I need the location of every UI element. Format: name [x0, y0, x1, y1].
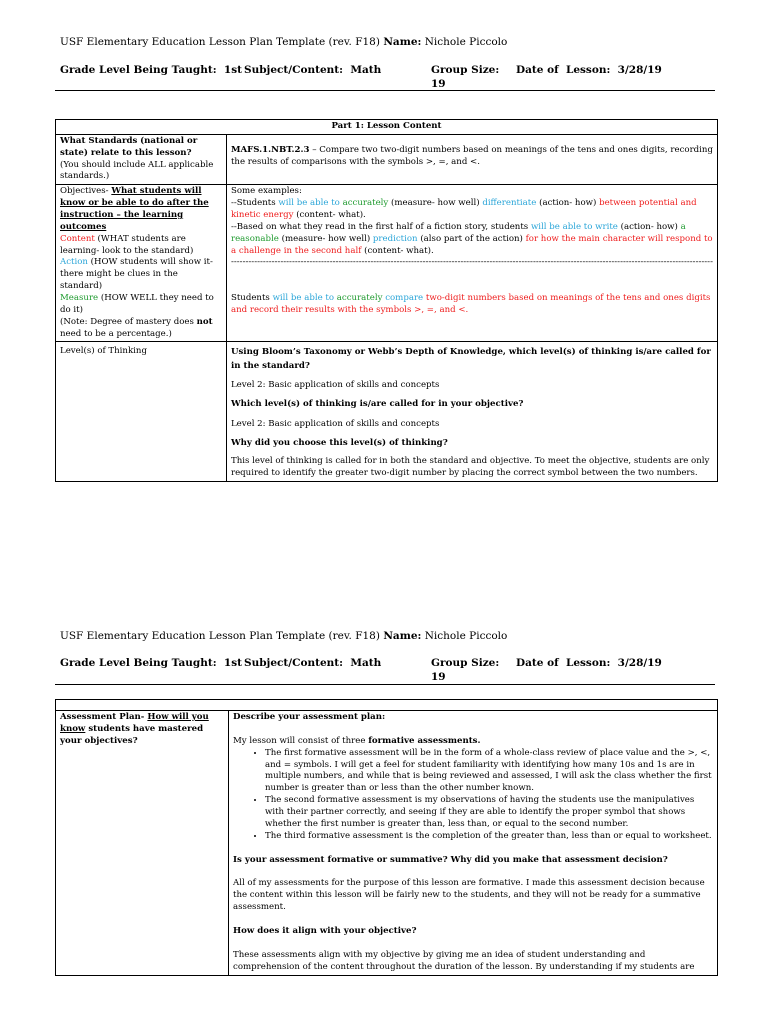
measure-word: Measure: [60, 293, 99, 304]
blank-title-row: [56, 700, 718, 711]
action-desc: (HOW students will show it- there might be clues in the standard): [60, 257, 213, 292]
obj-a: Students: [230, 293, 273, 304]
ex1-b: will be able to: [278, 198, 340, 209]
grade-field: [60, 64, 242, 76]
list-item: • The third formative assessment is the completion of the greater than, less than or equal to worksheet.: [265, 831, 713, 843]
ex2-f: prediction: [372, 233, 418, 244]
objectives-description: What students will know or be able to do after the instruction – the learning outcomes: [60, 186, 209, 232]
standards-label-cell: [56, 134, 227, 184]
date-label-2: Lesson:: [565, 657, 611, 669]
assessment-question-1: Describe your assessment plan:: [233, 712, 386, 722]
name-value: Nichole Piccolo: [424, 630, 508, 642]
assessment-row: [56, 711, 718, 976]
standards-label-rest: (national or state) relate to this lesson?: [60, 135, 198, 158]
list-item: • The second formative assessment is my observations of having the students use the manipulatives with their partner correctly, and seeing if they are able to identify the proper symbol that shows whether the first number is greater than, less than, or equal to the second number.: [265, 795, 713, 831]
group-size-label: Group Size:: [431, 64, 500, 76]
blank-title-cell: [56, 700, 718, 711]
group-size-value: 19: [431, 78, 446, 90]
note-text: (Note: Degree of mastery does: [60, 316, 197, 327]
assessment-table: [55, 699, 718, 976]
note-text-end: need to be a percentage.): [60, 328, 172, 339]
subject-label: Subject/Content:: [244, 64, 344, 76]
template-header: [60, 36, 507, 48]
levels-question-2: Which level(s) of thinking is/are called for in your objective?: [230, 399, 524, 410]
separator-line: ----------------------------------------------------------------------------------------------------------------------------------------------------------------------: [230, 257, 713, 268]
subject-field: [244, 657, 381, 669]
name-value: Nichole Piccolo: [424, 36, 508, 48]
ex1-d: accurately: [342, 198, 389, 209]
ex2-h: for how the main character will respond to a challenge in the second half: [230, 233, 713, 256]
table-title-row: [56, 120, 718, 135]
group-size-label: Group Size:: [431, 657, 500, 669]
levels-content-cell: [226, 342, 717, 482]
assessment-label: Assessment Plan-: [60, 712, 148, 722]
subject-label: Subject/Content:: [244, 657, 344, 669]
assessment-question-3: How does it align with your objective?: [233, 926, 417, 937]
obj-d: accurately: [336, 293, 383, 304]
obj-f: compare: [385, 293, 424, 304]
ex1-g: (action- how): [536, 198, 600, 209]
ex1-a: --Students: [230, 198, 279, 209]
lesson-objective: [231, 293, 713, 317]
content-desc: (WHAT students are learning- look to the standard): [60, 233, 194, 256]
standard-text: – Compare two two-digit numbers based on meanings of the tens and ones digits, recording the results of comparisons with the symbols >, =, and <.: [230, 144, 713, 167]
content-word: Content: [60, 233, 95, 244]
standards-label: What Standards: [60, 135, 138, 146]
note-not: not: [196, 316, 213, 327]
grade-value: 1st: [223, 64, 242, 76]
subject-value: Math: [350, 64, 382, 76]
example-2: [231, 222, 713, 258]
ex2-c: (action- how): [617, 221, 681, 232]
levels-label: Level(s) of Thinking: [56, 342, 227, 482]
template-title: USF Elementary Education Lesson Plan Template (rev. F18): [60, 36, 380, 48]
obj-b: will be able to: [272, 293, 335, 304]
ex2-i: (content- what).: [361, 245, 434, 256]
levels-row: [56, 342, 718, 482]
template-title: USF Elementary Education Lesson Plan Template (rev. F18): [60, 630, 380, 642]
date-field: [516, 657, 662, 669]
action-word: Action: [60, 257, 88, 268]
spacer: [231, 269, 713, 293]
levels-answer-2: Level 2: Basic application of skills and concepts: [230, 418, 440, 429]
list-item: • The first formative assessment will be in the form of a whole-class review of place value and the >, <, and = symbols. I will get a feel for student familiarity with identifying how many 10s and 1s are in multiple numbers, and while that is being reviewed and assessed, I will ask the class whether the first number is greater than or less than the other number known.: [265, 748, 713, 795]
lesson-content-table: [55, 119, 718, 482]
objectives-content-cell: [226, 185, 717, 342]
examples-title: Some examples:: [230, 186, 302, 197]
example-1: [231, 198, 713, 222]
assessment-label-cell: [56, 711, 229, 976]
name-label: Name:: [383, 630, 422, 642]
subject-field: [244, 64, 381, 76]
assessment-content-cell: [229, 711, 718, 976]
levels-answer-1: Level 2: Basic application of skills and concepts: [230, 380, 440, 391]
standards-content-cell: [226, 134, 717, 184]
standards-row: [56, 134, 718, 184]
measure-desc: (HOW WELL they need to do it): [60, 293, 214, 315]
intro-text: My lesson will consist of three: [233, 735, 369, 746]
part1-title: Part 1: Lesson Content: [56, 120, 718, 135]
standard-code: MAFS.1.NBT.2.3: [230, 144, 310, 155]
ex1-f: differentiate: [482, 198, 537, 209]
assessment-label-rest: students have mastered your objectives?: [60, 723, 204, 746]
objectives-label: Objectives-: [60, 186, 112, 197]
assessment-answer-3: These assessments align with my objective by giving me an idea of student understanding and comprehension of the content throughout the duration of the lesson. By understanding if my students are: [233, 949, 695, 972]
assessment-label-underlined: How will you know: [60, 712, 209, 734]
date-label: Date of: [516, 64, 559, 76]
date-value: 3/28/19: [617, 657, 662, 669]
ex2-e: (measure- how well): [278, 233, 373, 244]
ex1-e: (measure- how well): [388, 198, 483, 209]
date-label-2: Lesson:: [565, 64, 611, 76]
assessment-answer-2: All of my assessments for the purpose of this lesson are formative. I made this assessment decision because the content within this lesson will be fairly new to the students, and they will not be ready for a summative assessment.: [233, 878, 705, 913]
standards-note: (You should include ALL applicable standards.): [60, 159, 214, 182]
date-label: Date of: [516, 657, 559, 669]
ex2-a: --Based on what they read in the first half of a fiction story, students: [230, 221, 531, 232]
ex2-g: (also part of the action): [417, 233, 526, 244]
name-label: Name:: [383, 36, 422, 48]
header-rule-2: [55, 684, 715, 685]
template-header-2: [60, 630, 507, 642]
ex1-h: between potential and kinetic energy: [230, 198, 697, 221]
ex2-b: will be able to write: [530, 221, 618, 232]
date-field: [516, 64, 662, 76]
group-size-value: 19: [431, 671, 446, 683]
subject-value: Math: [350, 657, 382, 669]
intro-bold: formative assessments.: [368, 735, 481, 746]
assessment-list: [233, 748, 713, 843]
grade-field: [60, 657, 242, 669]
ex2-d: a reasonable: [230, 221, 686, 244]
levels-question-1: Using Bloom’s Taxonomy or Webb’s Depth of Knowledge, which level(s) of thinking is/are called for in the standard?: [230, 347, 711, 371]
assessment-question-2: Is your assessment formative or summative? Why did you make that assessment decision?: [233, 854, 668, 865]
levels-question-3: Why did you choose this level(s) of thinking?: [230, 438, 448, 449]
ex1-i: (content- what).: [293, 210, 366, 221]
objectives-label-cell: [56, 185, 227, 342]
header-rule: [55, 90, 715, 91]
grade-label: Grade Level Being Taught:: [60, 64, 217, 76]
objectives-row: [56, 185, 718, 342]
grade-value: 1st: [223, 657, 242, 669]
obj-h: two-digit numbers based on meanings of the tens and ones digits and record their results with the symbols >, =, and <.: [230, 293, 711, 316]
assessment-intro: [233, 736, 713, 748]
grade-label: Grade Level Being Taught:: [60, 657, 217, 669]
levels-answer-3: This level of thinking is called for in both the standard and objective. To meet the objective, students are only required to identify the greater two-digit number by placing the correct symbol between the two numbers.: [230, 456, 710, 479]
date-value: 3/28/19: [617, 64, 662, 76]
